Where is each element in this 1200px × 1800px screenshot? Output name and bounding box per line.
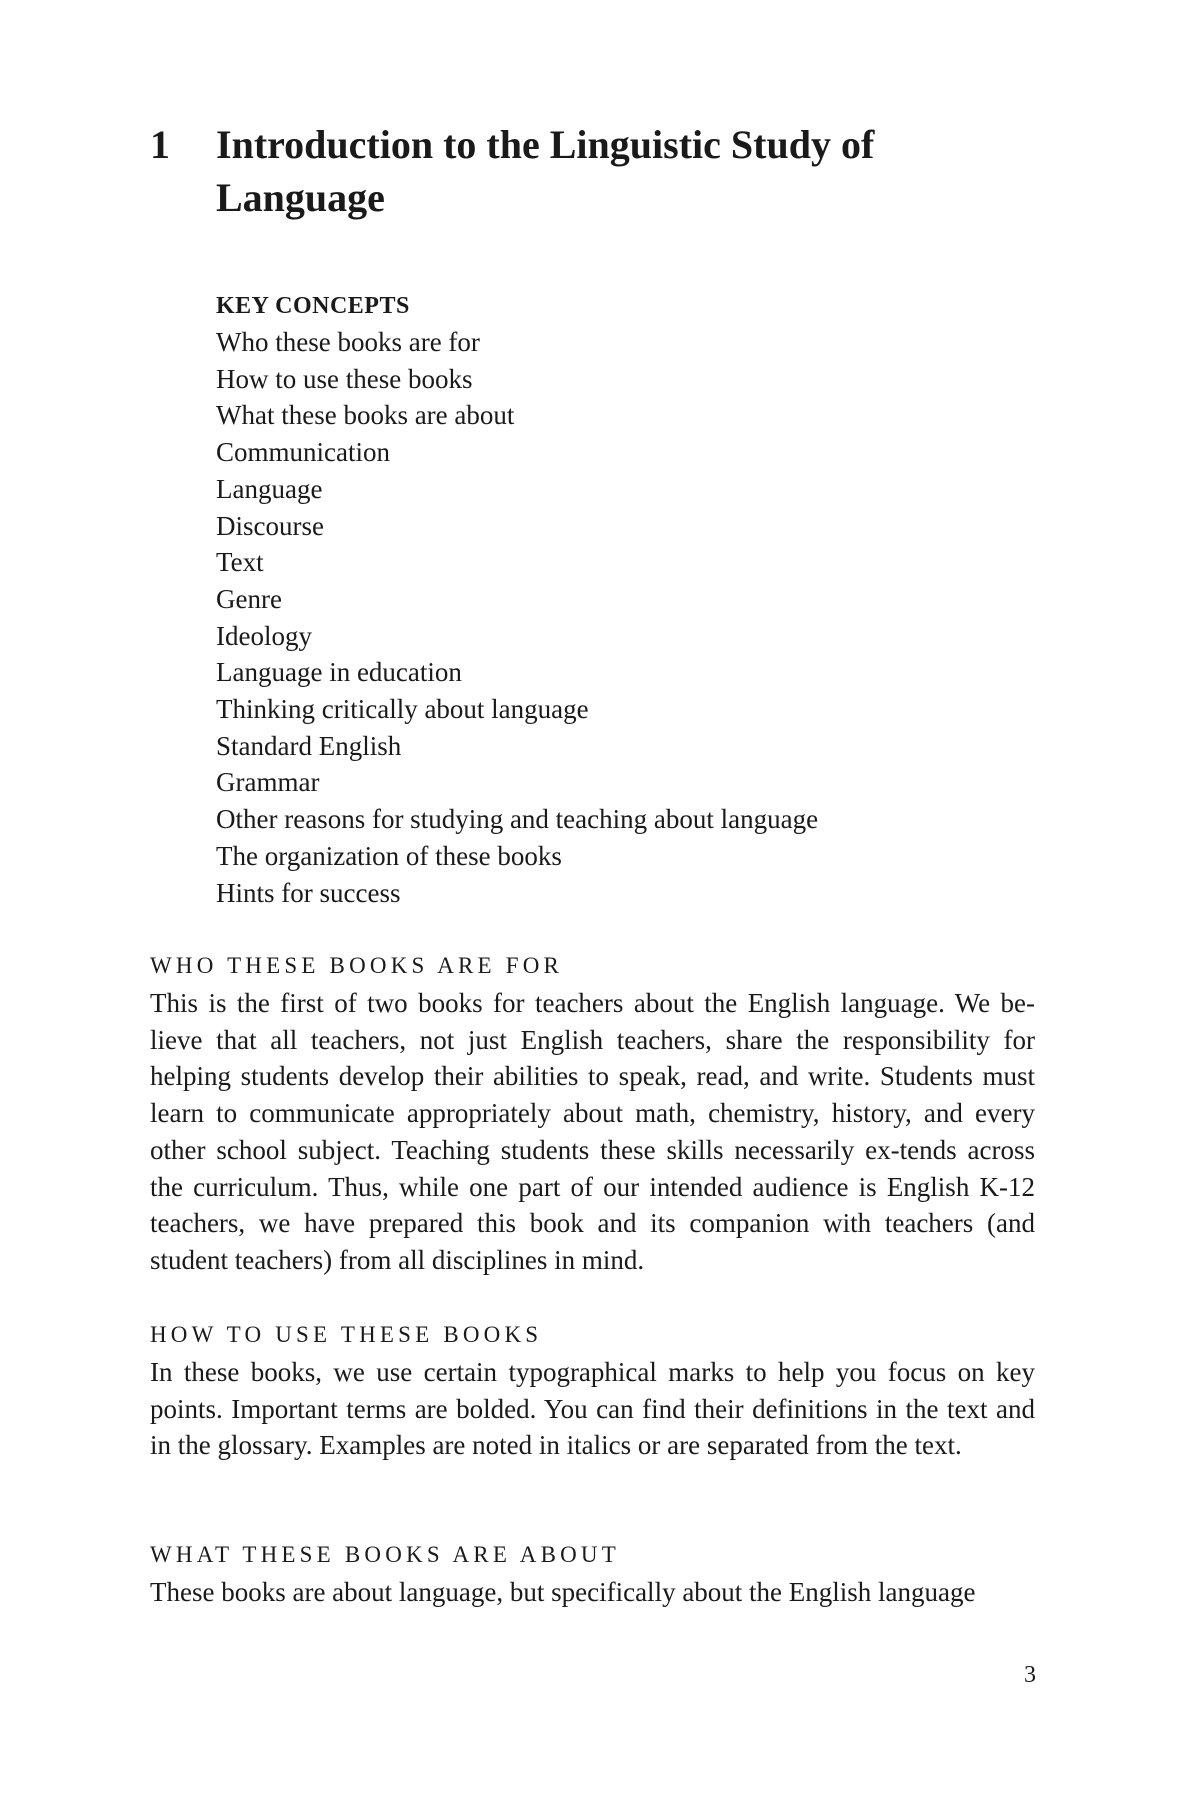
key-concept-item: Hints for success: [216, 877, 401, 908]
key-concepts: [216, 288, 1016, 911]
key-concept-item: Who these books are for: [216, 327, 480, 357]
key-concept-item: Ideology: [216, 620, 312, 651]
section-heading: WHO THESE BOOKS ARE FOR: [150, 953, 564, 978]
key-concept-item: The organization of these books: [216, 840, 562, 871]
page-number: 3: [1024, 1662, 1036, 1688]
chapter-heading: [150, 118, 950, 224]
section-body: This is the first of two books for teachers about the English language. We be-lieve that all teachers, not just English teachers, share the responsibility for helping students develop their abilities to speak, read, and write. Students must learn to communicate appropriately about math, chemistry, history, and every other school subject. Teaching students these skills necessarily ex-tends across the curriculum. Thus, while one part of our intended audience is English K-12 teachers, we have prepared this book and its companion with teachers (and student teachers) from all disciplines in mind.: [150, 988, 1035, 1275]
key-concept-item: Other reasons for studying and teaching about language: [216, 804, 819, 835]
key-concept-item: Standard English: [216, 730, 402, 761]
section-who-these-books-are-for: [150, 951, 1035, 1279]
key-concept-item: Grammar: [216, 767, 320, 798]
key-concept-item: Communication: [216, 437, 390, 468]
chapter-title: Introduction to the Linguistic Study of Language: [216, 122, 875, 220]
key-concept-item: How to use these books: [216, 363, 473, 394]
key-concept-item: Language: [216, 473, 323, 504]
section-heading: WHAT THESE BOOKS ARE ABOUT: [150, 1542, 620, 1567]
key-concept-item: Discourse: [216, 510, 324, 541]
key-concept-item: What these books are about: [216, 400, 515, 431]
key-concepts-heading: KEY CONCEPTS: [216, 293, 410, 319]
key-concept-item: Thinking critically about language: [216, 694, 589, 725]
section-what-these-books-are-about: [150, 1540, 1035, 1611]
section-body: In these books, we use certain typographical marks to help you focus on key points. Important terms are bolded. You can find their definitions in the text and in the glossary. Examples are noted in italics or are separated from the text.: [150, 1357, 1035, 1461]
key-concepts-list: [216, 324, 1016, 911]
section-body: These books are about language, but specifically about the English language: [150, 1577, 976, 1607]
section-heading: HOW TO USE THESE BOOKS: [150, 1322, 543, 1347]
section-how-to-use-these-books: [150, 1320, 1035, 1464]
key-concept-item: Language in education: [216, 657, 462, 688]
chapter-number: 1: [150, 122, 170, 167]
key-concept-item: Text: [216, 547, 264, 578]
key-concept-item: Genre: [216, 583, 282, 614]
